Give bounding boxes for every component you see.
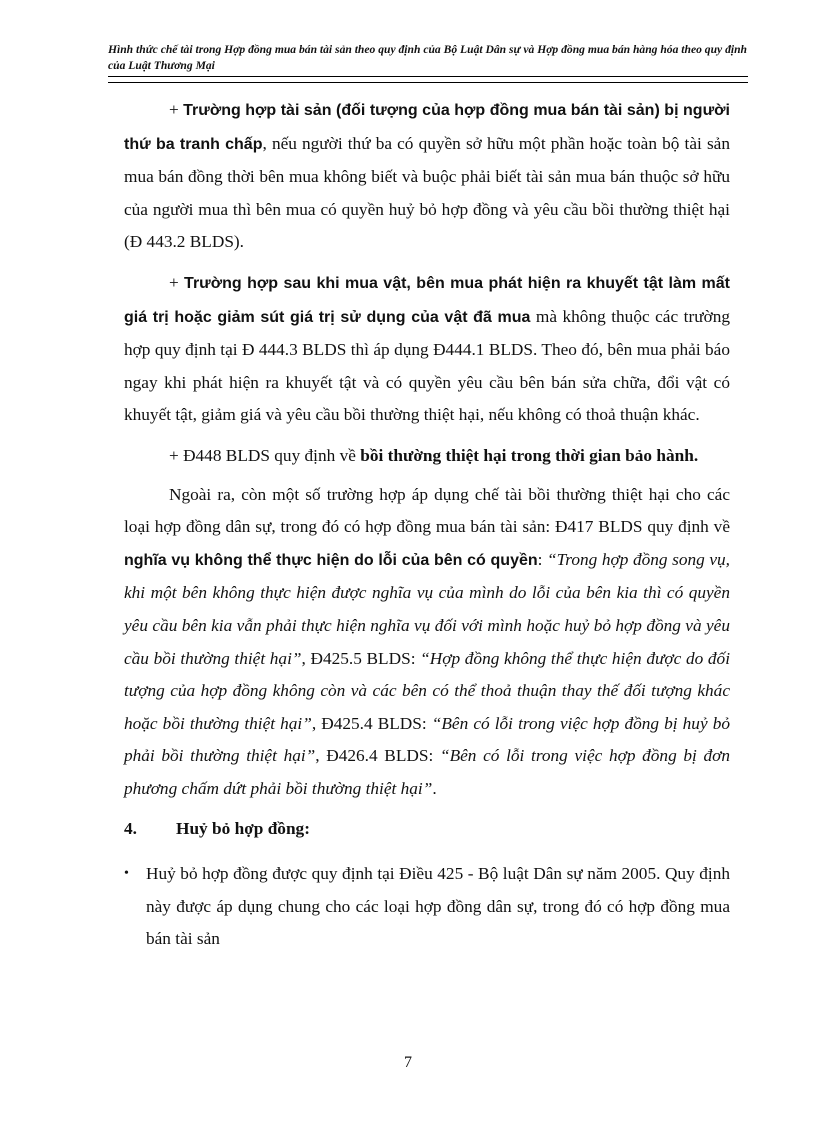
paragraph-other-cases — [124, 479, 730, 806]
header-rule — [108, 82, 748, 83]
paragraph-text: , nếu người thứ ba có quyền sở hữu một phần hoặc toàn bộ tài sản mua bán đồng thời bên mua không biết và buộc phải biết tài sản mua bán thuộc sở hữu của người mua thì bên mua có quyền huỷ bỏ hợp đồng và yêu cầu bồi thường thiệt hại (Đ 443.2 BLDS). — [124, 133, 730, 252]
paragraph-text: , Đ426.4 BLDS: — [315, 746, 440, 766]
paragraph-text: + Đ448 BLDS quy định về — [169, 445, 361, 465]
emphasis-text: nghĩa vụ không thể thực hiện do lỗi của bên có quyền — [124, 551, 538, 569]
paragraph-text: : — [537, 549, 548, 569]
paragraph-defect-discovery — [124, 267, 730, 432]
emphasis-text: Trường hợp tài sản (đối tượng của hợp đồng mua bán tài sản) bị người thứ ba tranh chấp — [124, 102, 730, 153]
list-item-text: Huỷ bỏ hợp đồng được quy định tại Điều 425 - Bộ luật Dân sự năm 2005. Quy định này được áp dụng chung cho các loại hợp đồng dân sự, trong đó có hợp đồng mua bán tài sản — [146, 864, 730, 949]
bullet-icon: • — [124, 866, 129, 882]
quote-text: “Trong hợp đồng song vụ, khi một bên không thực hiện được nghĩa vụ của mình do lỗi của bên kia thì có quyền yêu cầu bên kia vẫn phải thực hiện nghĩa vụ đối với mình hoặc huỷ bỏ hợp đồng và yêu cầu bồi thường thiệt hại” — [124, 549, 730, 668]
section-number: 4. — [124, 819, 137, 839]
quote-text: “Hợp đồng không thể thực hiện được do đối tượng của hợp đồng không còn và các bên có thể thoả thuận thay thế đối tượng khác hoặc bồi thường thiệt hại” — [124, 648, 730, 733]
section-heading — [124, 813, 730, 846]
list-item — [124, 858, 730, 956]
header-text: Hình thức chế tài trong Hợp đồng mua bán tài sản theo quy định của Bộ Luật Dân sự và Hợp đồng mua bán hàng hóa theo quy định của Luật Thương Mại — [108, 43, 748, 72]
page-header — [108, 42, 748, 77]
paragraph-text: Ngoài ra, còn một số trường hợp áp dụng chế tài bồi thường thiệt hại cho các loại hợp đồng dân sự, trong đó có hợp đồng mua bán tài sản: Đ417 BLDS quy định về — [124, 484, 730, 537]
page-number: 7 — [404, 1054, 412, 1071]
emphasis-text: bồi thường thiệt hại trong thời gian bảo hành. — [360, 445, 699, 465]
emphasis-text: Trường hợp sau khi mua vật, bên mua phát hiện ra khuyết tật làm mất giá trị hoặc giảm sút giá trị sử dụng của vật đã mua — [124, 274, 730, 326]
quote-text: “Bên có lỗi trong việc hợp đồng bị huỷ bỏ phải bồi thường thiệt hại” — [124, 713, 730, 766]
paragraph-text: , Đ425.4 BLDS: — [311, 713, 432, 733]
paragraph-prefix: + — [169, 100, 184, 119]
document-body — [124, 94, 730, 956]
quote-text: “Bên có lỗi trong việc hợp đồng bị đơn phương chấm dứt phải bồi thường thiệt hại” — [124, 746, 731, 798]
paragraph-text: , Đ425.5 BLDS: — [301, 648, 421, 668]
paragraph-prefix: + — [169, 272, 185, 292]
paragraph-third-party-dispute — [124, 94, 730, 259]
paragraph-warranty — [124, 440, 730, 473]
paragraph-text: . — [432, 778, 437, 798]
paragraph-text: mà không thuộc các trường hợp quy định tại Đ 444.3 BLDS thì áp dụng Đ444.1 BLDS. Theo đó, bên mua phải báo ngay khi phát hiện ra khuyết tật và có quyền yêu cầu bên bán sửa chữa, đổi vật có khuyết tật, giảm giá và yêu cầu bồi thường thiệt hại, nếu không có thoả thuận khác. — [124, 306, 731, 425]
section-title: Huỷ bỏ hợp đồng: — [176, 819, 310, 839]
